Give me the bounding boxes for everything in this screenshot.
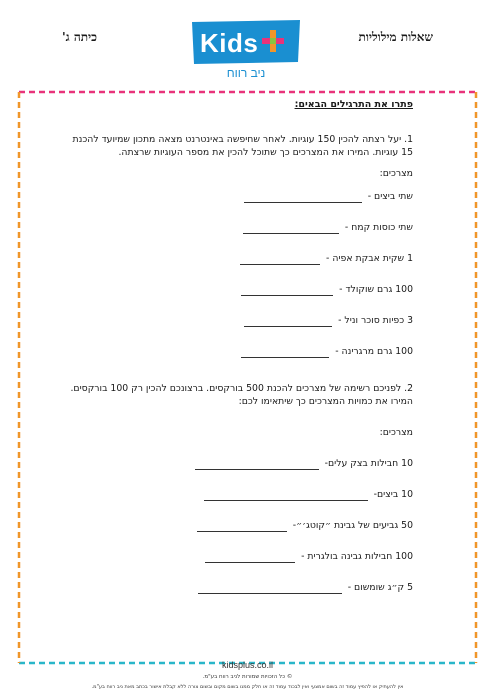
- worksheet-title: פתרו את התרגילים הבאים:: [294, 99, 413, 110]
- footer-disclaimer: אין להעתיק או להפיץ עמוד זה בשום אמצעי ואין לבכוד עמוד זה או חלק ממנו בשום מקום ובשום צורה ללא קבלת אישור בכתב מאת ניב רווח בע"מ.: [91, 684, 404, 690]
- question-2-item: 10 ביצים-: [60, 488, 413, 519]
- answer-blank[interactable]: [204, 490, 368, 501]
- kids-plus-logo: [186, 18, 306, 80]
- question-1-item: 3 כפיות סוכר וניל -: [60, 314, 413, 345]
- question-2-item: 50 גביעים של גבינת ״קוטג׳״-: [60, 519, 413, 550]
- answer-blank[interactable]: [243, 223, 339, 234]
- logo-subtitle: ניב רווח: [226, 66, 266, 80]
- subject-label: שאלות מילוליות: [358, 30, 433, 44]
- question-1-item: 100 גרם שוקולד -: [60, 283, 413, 314]
- grade-label: כיתה ג': [62, 30, 98, 44]
- question-1-item: שתי ביצים -: [60, 190, 413, 221]
- answer-blank[interactable]: [197, 521, 287, 532]
- answer-blank[interactable]: [205, 552, 295, 563]
- logo-word: Kids: [200, 28, 259, 58]
- question-1-item: 1 שקית אבקת אפיה -: [60, 252, 413, 283]
- answer-blank[interactable]: [244, 192, 362, 203]
- question-2-text: 2. לפניכם רשימה של מצרכים להכנת 500 בורקסים. ברצונכם להכין רק 100 בורקסים. המירו את כמויות המצרכים כך שיתאימו לכם:: [70, 383, 413, 407]
- answer-blank[interactable]: [244, 316, 332, 327]
- question-2-item: 100 חבילות גבינה בולגרית -: [60, 550, 413, 581]
- answer-blank[interactable]: [198, 583, 342, 594]
- footer-site-link[interactable]: kidsplus.co.il: [221, 660, 274, 670]
- answer-blank[interactable]: [241, 347, 329, 358]
- footer-copyright: © כל הזכויות שמורות לניב רווח בע"מ.: [202, 674, 293, 680]
- question-1-text: 1. יעל רצתה להכין 150 עוגיות. לאחר שחיפשה באינטרנט מצאה מתכון שמיועד להכנת 15 עוגיות. המירו את המצרכים כך שתוכל להכין את מספר העוגיות שרצתה.: [72, 134, 413, 158]
- question-1-item: 100 גרם מרגרינה -: [60, 345, 413, 376]
- answer-blank[interactable]: [240, 254, 320, 265]
- question-2-item: 5 ק״ג שומשום -: [60, 581, 413, 612]
- worksheet-content: [60, 98, 413, 612]
- answer-blank[interactable]: [195, 459, 319, 470]
- question-1-ingredients-label: מצרכים:: [379, 168, 413, 179]
- question-2-item: 10 חבילות בצק עלים-: [60, 457, 413, 488]
- question-2-ingredients-label: מצרכים:: [379, 427, 413, 438]
- question-1-item: שתי כוסות קמח -: [60, 221, 413, 252]
- answer-blank[interactable]: [241, 285, 333, 296]
